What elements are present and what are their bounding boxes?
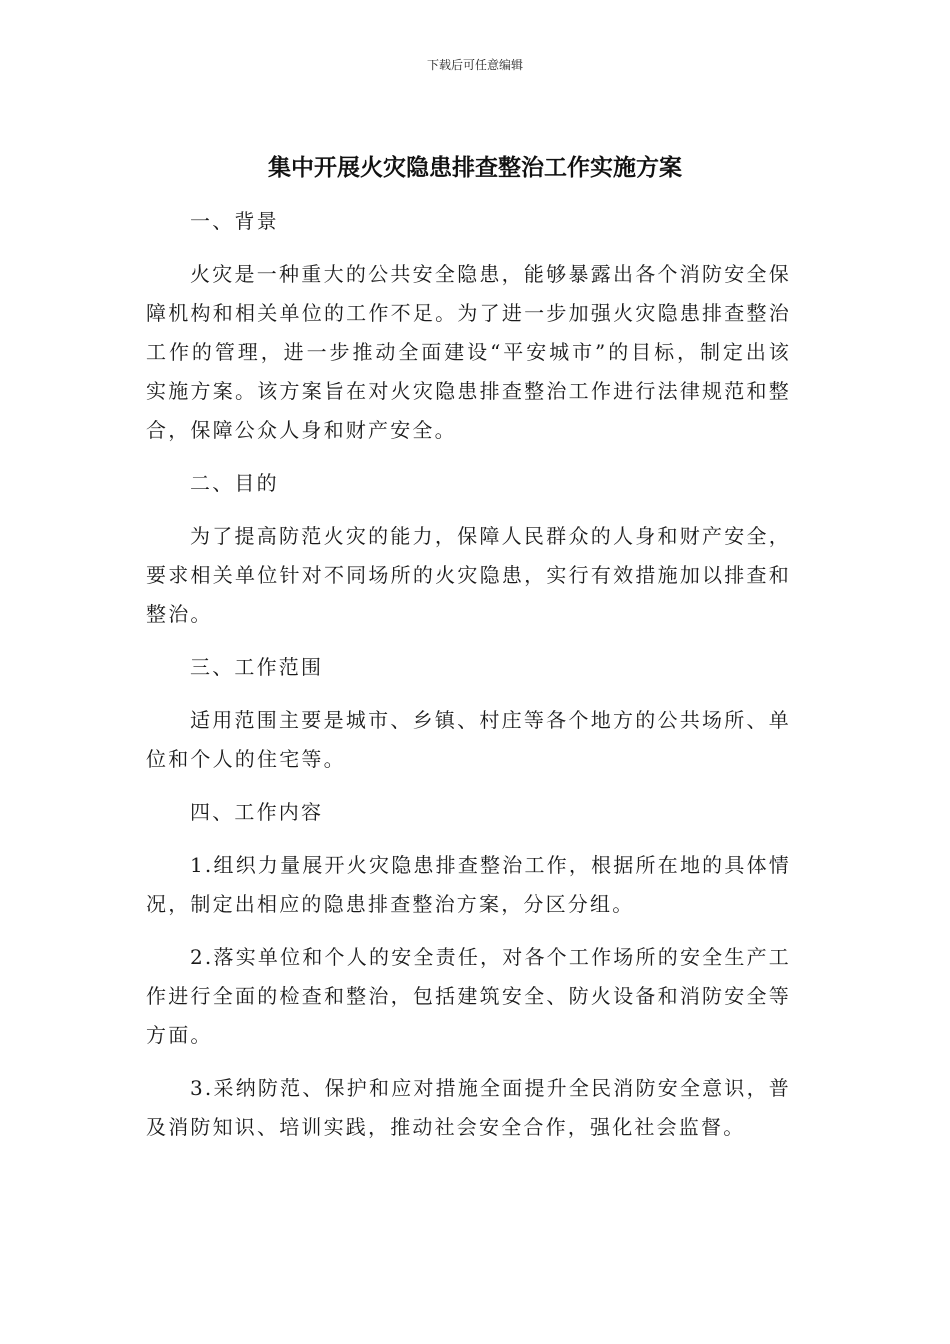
paragraph-work-item-3: 3.采纳防范、保护和应对措施全面提升全民消防安全意识，普及消防知识、培训实践，推动社会安全合作，强化社会监督。 — [146, 1076, 791, 1139]
section-heading-work-content: 四、工作内容 — [190, 800, 324, 824]
section-heading-scope: 三、工作范围 — [190, 655, 324, 679]
page-header-note: 下载后可任意编辑 — [426, 58, 523, 72]
paragraph-scope: 适用范围主要是城市、乡镇、村庄等各个地方的公共场所、单位和个人的住宅等。 — [146, 708, 791, 771]
document-title: 集中开展火灾隐患排查整治工作实施方案 — [268, 155, 682, 182]
paragraph-background: 火灾是一种重大的公共安全隐患，能够暴露出各个消防安全保障机构和相关单位的工作不足。为了进一步加强火灾隐患排查整治工作的管理，进一步推动全面建设“平安城市”的目标，制定出该实施方案。该方案旨在对火灾隐患排查整治工作进行法律规范和整合，保障公众人身和财产安全。 — [146, 262, 791, 442]
section-heading-purpose: 二、目的 — [190, 471, 279, 495]
document-body — [146, 202, 791, 1161]
paragraph-work-item-2: 2.落实单位和个人的安全责任，对各个工作场所的安全生产工作进行全面的检查和整治，包括建筑安全、防火设备和消防安全等方面。 — [146, 945, 791, 1047]
section-heading-background: 一、背景 — [190, 209, 279, 233]
paragraph-purpose: 为了提高防范火灾的能力，保障人民群众的人身和财产安全，要求相关单位针对不同场所的火灾隐患，实行有效措施加以排查和整治。 — [146, 524, 791, 626]
paragraph-work-item-1: 1.组织力量展开火灾隐患排查整治工作，根据所在地的具体情况，制定出相应的隐患排查整治方案，分区分组。 — [146, 853, 791, 916]
